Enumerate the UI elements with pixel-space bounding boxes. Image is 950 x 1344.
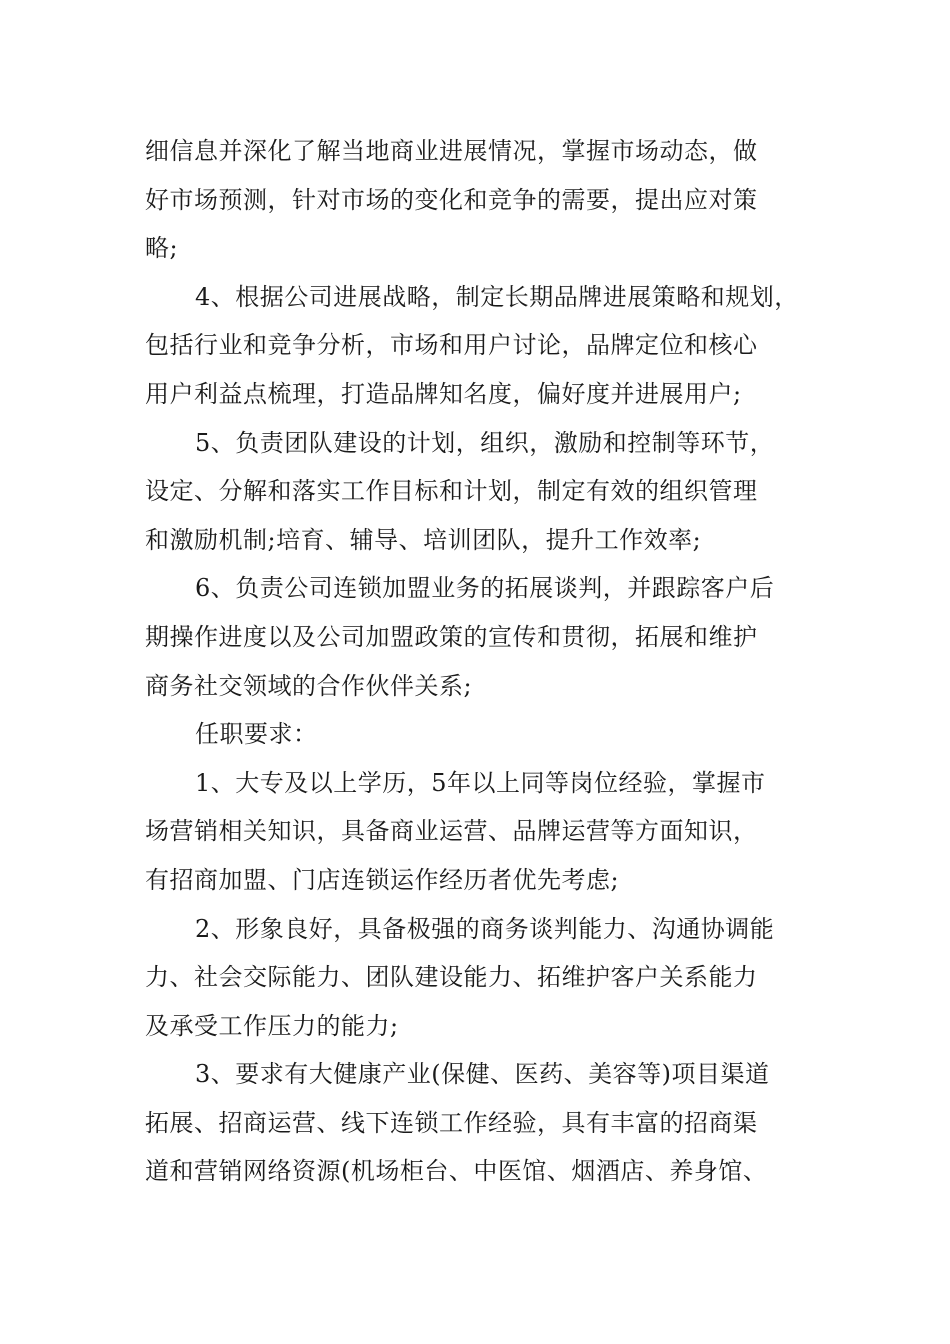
text-line: 6、负责公司连锁加盟业务的拓展谈判，并跟踪客户后 xyxy=(195,574,775,603)
text-line: 2、形象良好，具备极强的商务谈判能力、沟通协调能 xyxy=(195,914,775,943)
text-line: 用户利益点梳理，打造品牌知名度，偏好度并进展用户; xyxy=(145,379,742,408)
text-line: 细信息并深化了解当地商业进展情况，掌握市场动态，做 xyxy=(145,137,758,165)
text-line: 场营销相关知识，具备商业运营、品牌运营等方面知识， xyxy=(145,817,758,846)
text-line: 及承受工作压力的能力; xyxy=(145,1011,399,1040)
text-line: 拓展、招商运营、线下连锁工作经验，具有丰富的招商渠 xyxy=(145,1108,758,1137)
text-line: 略; xyxy=(145,234,179,263)
text-line: 力、社会交际能力、团队建设能力、拓维护客户关系能力 xyxy=(145,963,758,992)
text-line: 道和营销网络资源(机场柜台、中医馆、烟酒店、养身馆、 xyxy=(145,1157,768,1186)
text-line: 5、负责团队建设的计划，组织，激励和控制等环节， xyxy=(195,428,775,457)
text-line: 设定、分解和落实工作目标和计划，制定有效的组织管理 xyxy=(145,477,758,506)
section-heading: 任职要求： xyxy=(195,720,318,749)
text-line: 3、要求有大健康产业(保健、医药、美容等)项目渠道 xyxy=(195,1060,770,1089)
text-line: 和激励机制;培育、辅导、培训团队，提升工作效率; xyxy=(145,525,702,554)
document-body xyxy=(145,127,835,1196)
text-line: 商务社交领域的合作伙伴关系; xyxy=(145,671,473,700)
text-line: 好市场预测，针对市场的变化和竞争的需要，提出应对策 xyxy=(145,185,758,214)
text-line: 包括行业和竞争分析，市场和用户讨论，品牌定位和核心 xyxy=(145,331,758,360)
text-line: 有招商加盟、门店连锁运作经历者优先考虑; xyxy=(145,865,620,894)
text-line: 期操作进度以及公司加盟政策的宣传和贯彻，拓展和维护 xyxy=(145,622,758,651)
text-line: 4、根据公司进展战略，制定长期品牌进展策略和规划， xyxy=(195,282,799,311)
text-line: 1、大专及以上学历，5年以上同等岗位经验，掌握市 xyxy=(195,768,766,797)
